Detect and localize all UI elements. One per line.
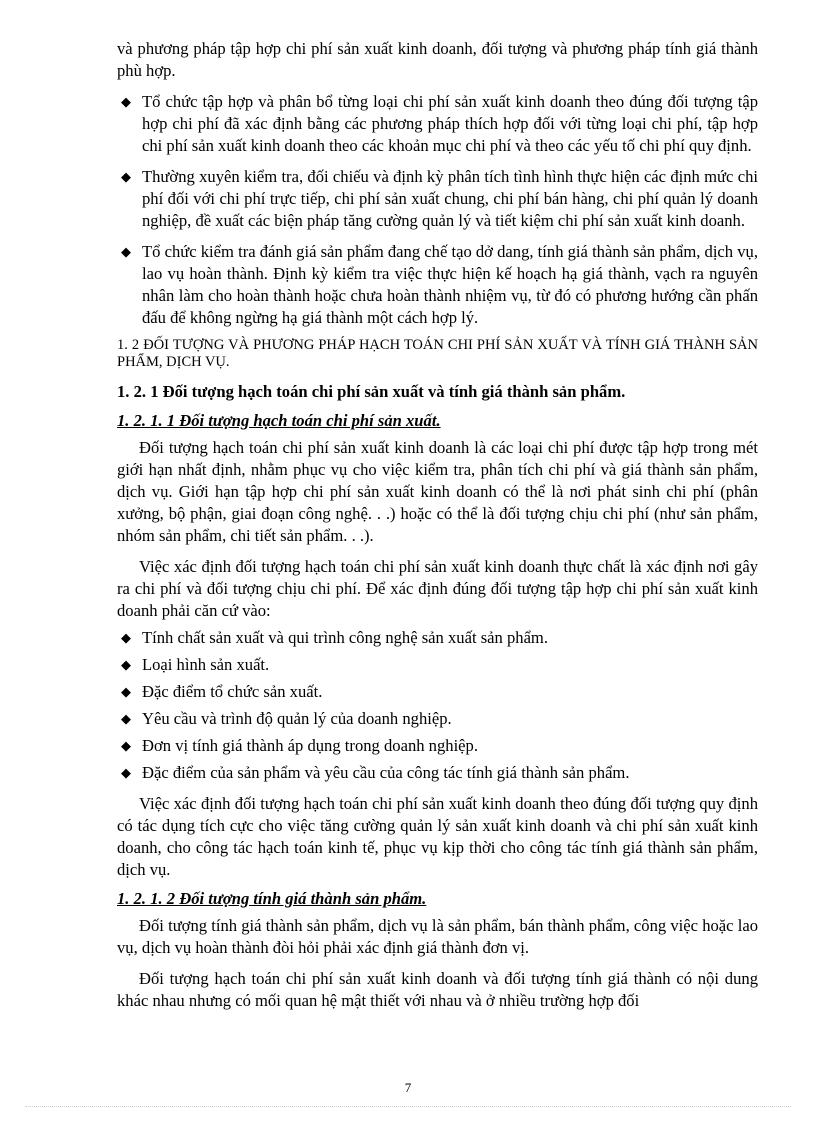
- diamond-bullet-icon: ◆: [121, 94, 131, 109]
- list-item: [117, 654, 758, 676]
- list-item-text: Đặc điểm tổ chức sản xuất.: [142, 682, 323, 701]
- page-number: 7: [404, 1080, 412, 1095]
- diamond-bullet-icon: ◆: [121, 244, 131, 259]
- section-heading-1-2-1-2: 1. 2. 1. 2 Đối tượng tính giá thành sản phẩm.: [117, 889, 427, 908]
- page-divider: [25, 1106, 791, 1107]
- list-item-text: Tổ chức tập hợp và phân bổ từng loại chi phí sản xuất kinh doanh theo đúng đối tượng tập hợp chi phí đã xác định bằng các phương pháp thích hợp đối với từng loại chi phí, tập hợp chi phí sản xuất kinh doanh theo các khoản mục chi phí và theo các yếu tố chi phí quy định.: [142, 92, 758, 155]
- body-paragraph: Việc xác định đối tượng hạch toán chi phí sản xuất kinh doanh theo đúng đối tượng quy định có tác dụng tích cực cho việc tăng cường quản lý sản xuất kinh doanh và chi phí sản xuất kinh doanh, cho công tác hạch toán kinh tế, phục vụ kịp thời cho công tác tính giá thành sản phẩm, dịch vụ.: [117, 794, 758, 879]
- list-item-text: Tổ chức kiểm tra đánh giá sản phẩm đang chế tạo dở dang, tính giá thành sản phẩm, dịch vụ, lao vụ hoàn thành. Định kỳ kiểm tra việc thực hiện kế hoạch hạ giá thành, vạch ra nguyên nhân làm cho hoàn thành hoặc chưa hoàn thành nhiệm vụ, từ đó có phương hướng cần phấn đấu để không ngừng hạ giá thành một cách hợp lý.: [142, 242, 758, 327]
- diamond-bullet-icon: ◆: [121, 684, 131, 699]
- diamond-bullet-icon: ◆: [121, 630, 131, 645]
- list-item: [117, 91, 758, 157]
- body-paragraph: Đối tượng hạch toán chi phí sản xuất kinh doanh là các loại chi phí được tập hợp trong mét giới hạn nhất định, nhằm phục vụ cho việc kiểm tra, phân tích chi phí và giá thành sản phẩm, dịch vụ. Giới hạn tập hợp chi phí sản xuất kinh doanh có thể là nơi phát sinh chi phí (phân xưởng, bộ phận, giai đoạn công nghệ. . .) hoặc có thể là đối tượng chịu chi phí (như sản phẩm, nhóm sản phẩm, chi tiết sản phẩm. . .).: [117, 438, 758, 545]
- diamond-bullet-icon: ◆: [121, 711, 131, 726]
- body-paragraph: Đối tượng hạch toán chi phí sản xuất kinh doanh và đối tượng tính giá thành có nội dung khác nhau nhưng có mối quan hệ mật thiết với nhau và ở nhiều trường hợp đối: [117, 969, 758, 1010]
- diamond-bullet-icon: ◆: [121, 657, 131, 672]
- list-item-text: Đơn vị tính giá thành áp dụng trong doanh nghiệp.: [142, 736, 478, 755]
- list-item-text: Thường xuyên kiểm tra, đối chiếu và định kỳ phân tích tình hình thực hiện các định mức chi phí đối với chi phí trực tiếp, chi phí sản xuất chung, chi phí bán hàng, chi phí quản lý doanh nghiệp, đề xuất các biện pháp tăng cường quản lý và tiết kiệm chi phí sản xuất kinh doanh.: [142, 167, 758, 230]
- list-item: [117, 166, 758, 232]
- section-heading-1-2: 1. 2 ĐỐI TƯỢNG VÀ PHƯƠNG PHÁP HẠCH TOÁN CHI PHÍ SẢN XUẤT VÀ TÍNH GIÁ THÀNH SẢN PHẨM, DỊCH VỤ.: [117, 337, 758, 370]
- criteria-list: [117, 627, 758, 784]
- list-item-text: Loại hình sản xuất.: [142, 655, 270, 674]
- intro-paragraph: và phương pháp tập hợp chi phí sản xuất kinh doanh, đối tượng và phương pháp tính giá thành phù hợp.: [117, 39, 758, 80]
- list-item: [117, 681, 758, 703]
- section-heading-1-2-1: 1. 2. 1 Đối tượng hạch toán chi phí sản xuất và tính giá thành sản phẩm.: [117, 382, 626, 401]
- list-item-text: Đặc điểm của sản phẩm và yêu cầu của công tác tính giá thành sản phẩm.: [142, 763, 630, 782]
- body-paragraph: Việc xác định đối tượng hạch toán chi phí sản xuất kinh doanh thực chất là xác định nơi gây ra chi phí và đối tượng chịu chi phí. Để xác định đúng đối tượng tập hợp chi phí sản xuất kinh doanh phải căn cứ vào:: [117, 557, 758, 620]
- list-item: [117, 708, 758, 730]
- document-page: [117, 38, 758, 1012]
- section-heading-1-2-1-1: 1. 2. 1. 1 Đối tượng hạch toán chi phí sản xuất.: [117, 411, 441, 430]
- list-item: [117, 241, 758, 329]
- diamond-bullet-icon: ◆: [121, 169, 131, 184]
- list-item: [117, 762, 758, 784]
- list-item: [117, 627, 758, 649]
- diamond-bullet-icon: ◆: [121, 765, 131, 780]
- duties-list: [117, 91, 758, 329]
- list-item: [117, 735, 758, 757]
- list-item-text: Tính chất sản xuất và qui trình công nghệ sản xuất sản phẩm.: [142, 628, 548, 647]
- diamond-bullet-icon: ◆: [121, 738, 131, 753]
- list-item-text: Yêu cầu và trình độ quản lý của doanh nghiệp.: [142, 709, 452, 728]
- body-paragraph: Đối tượng tính giá thành sản phẩm, dịch vụ là sản phẩm, bán thành phẩm, công việc hoặc lao vụ, dịch vụ hoàn thành đòi hỏi phải xác định giá thành đơn vị.: [117, 916, 758, 957]
